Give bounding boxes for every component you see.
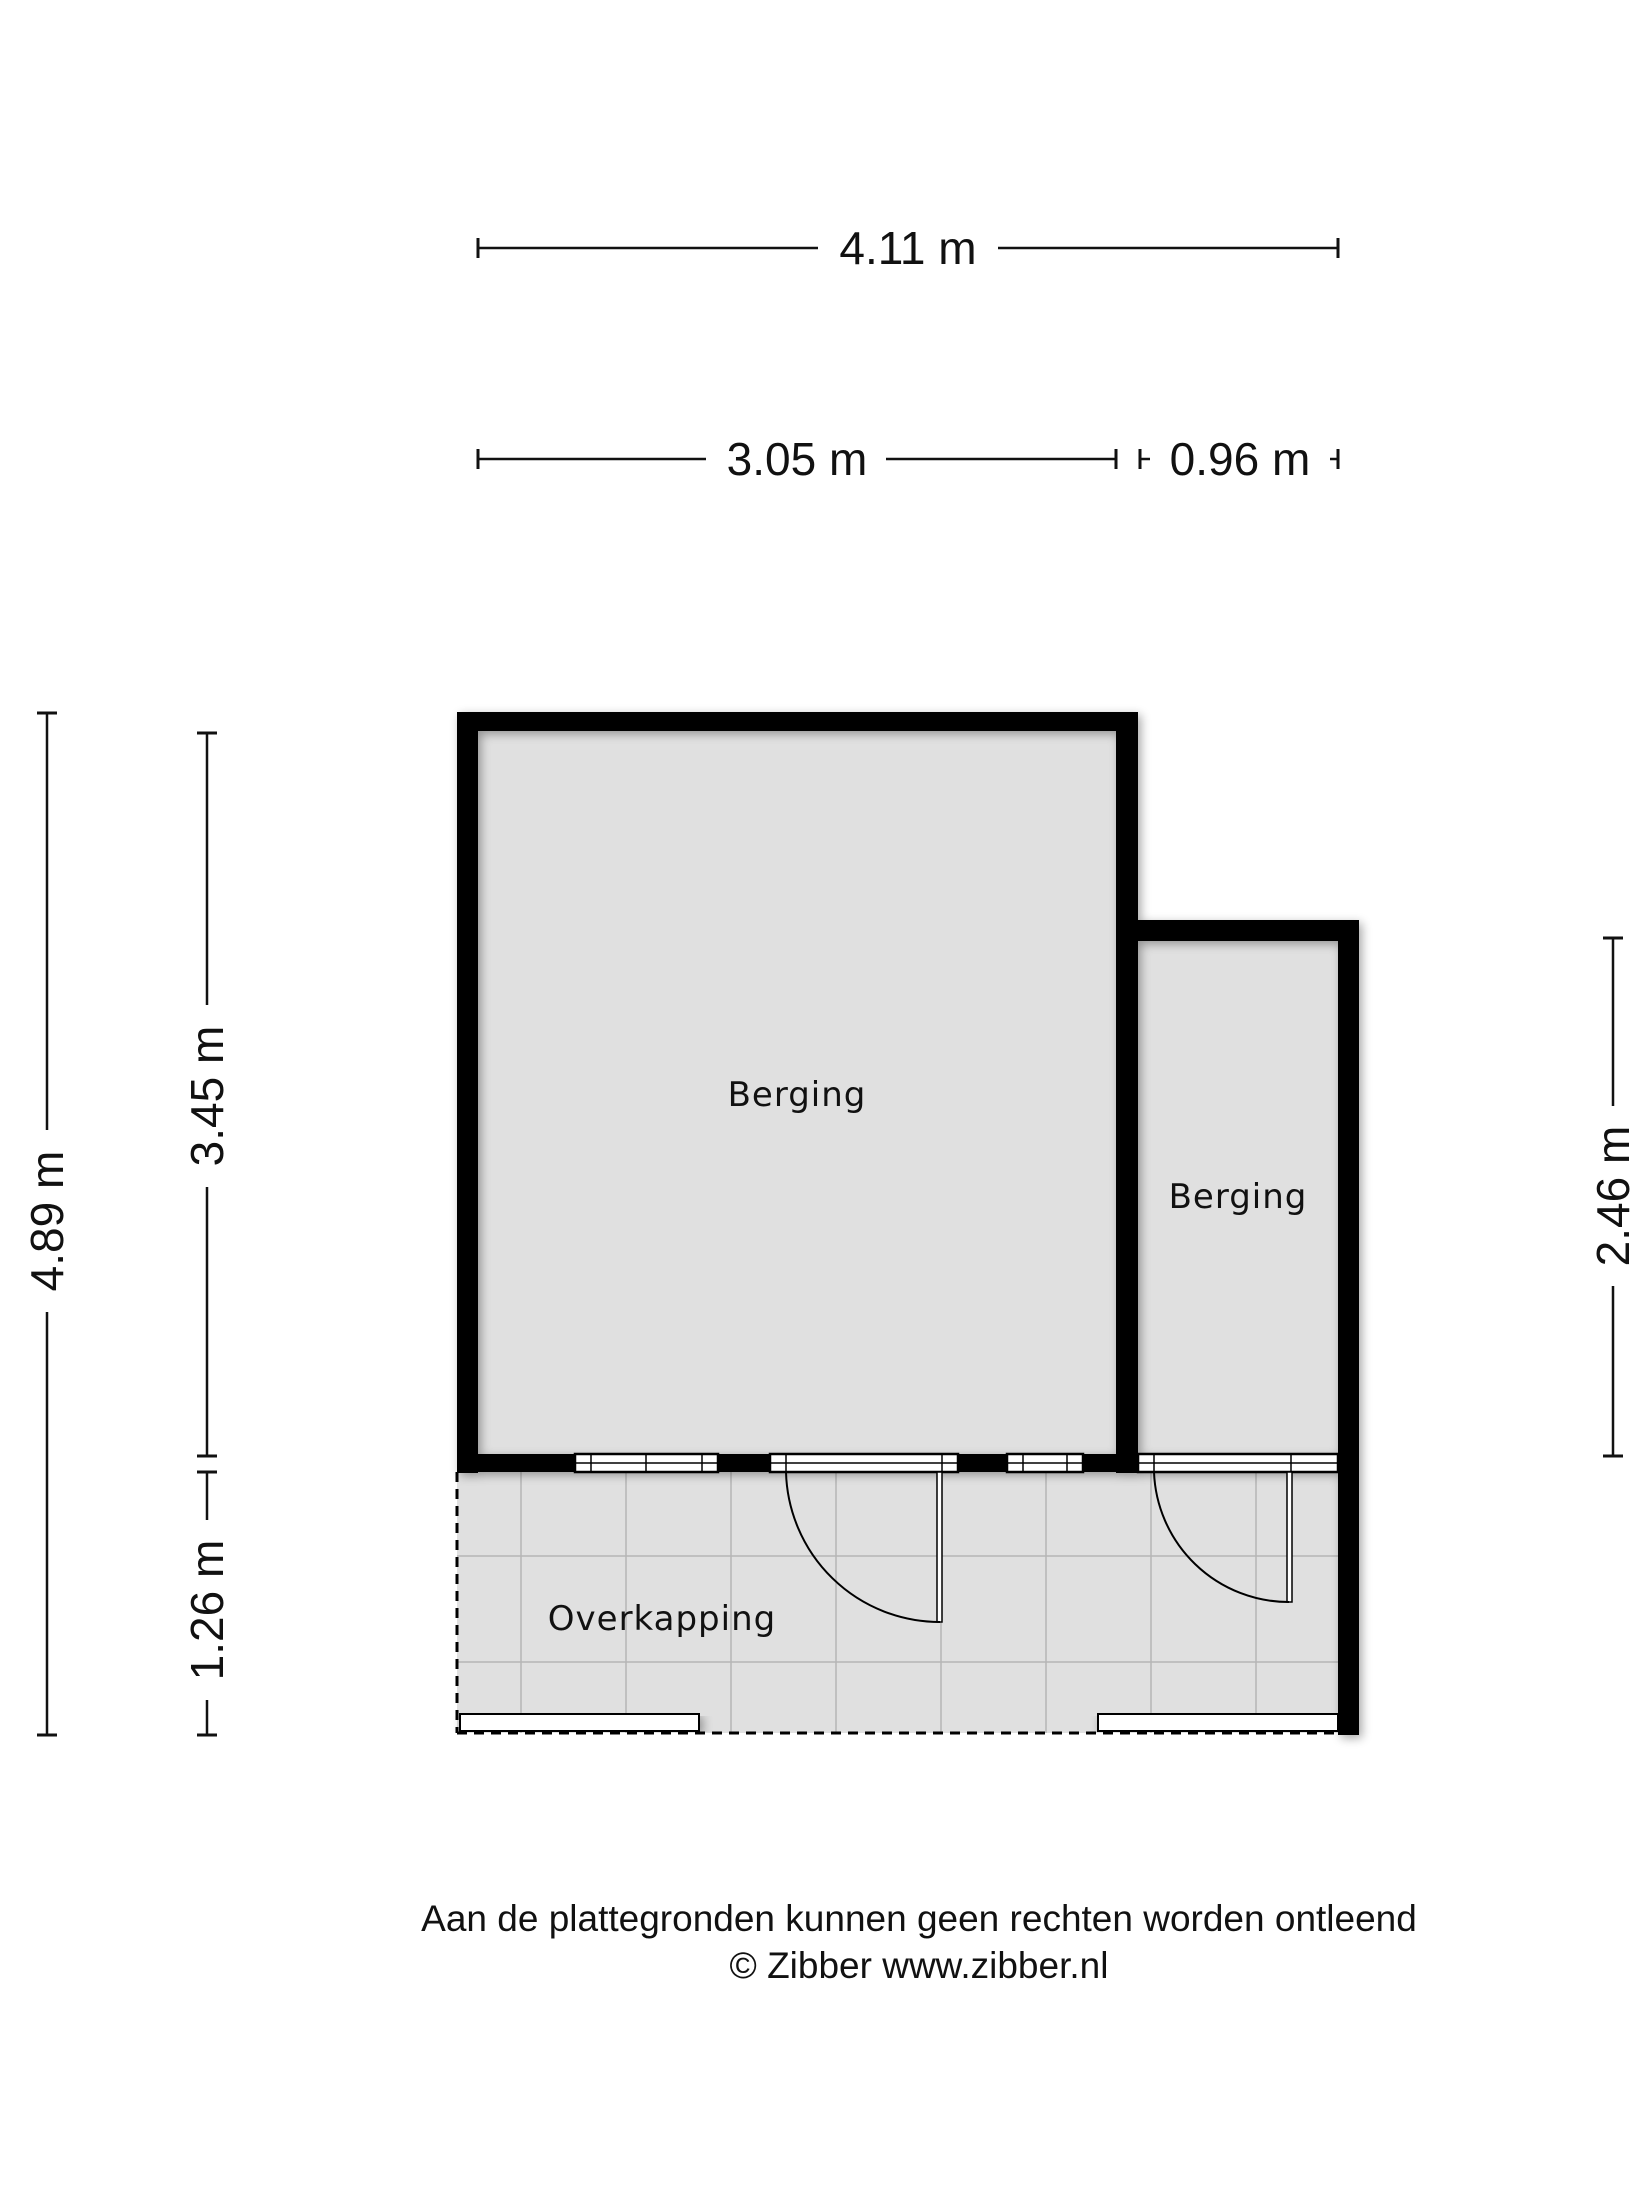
dimension-top-split: [478, 433, 1338, 485]
footer-disclaimer: Aan de plattegronden kunnen geen rechten worden ontleend: [421, 1898, 1417, 1939]
window-left: [575, 1454, 718, 1472]
window-middle: [1007, 1454, 1083, 1472]
dimension-left-split: [181, 733, 233, 1735]
footer-copyright: © Zibber www.zibber.nl: [729, 1945, 1109, 1986]
door-opening-small: [1138, 1454, 1338, 1472]
dimension-top-total-label: 4.11 m: [839, 222, 977, 274]
dimension-right-label: 2.46 m: [1587, 1125, 1639, 1267]
room-label-overkapping: Overkapping: [547, 1599, 777, 1639]
dimension-top-left-label: 3.05 m: [726, 433, 868, 485]
dimension-left-lower-label: 1.26 m: [181, 1539, 233, 1681]
dimension-left-total: [21, 713, 73, 1735]
room-label-berging-large: Berging: [727, 1075, 867, 1115]
dimension-top-right-label: 0.96 m: [1169, 433, 1311, 485]
door-opening-large: [770, 1454, 958, 1472]
dimension-left-total-label: 4.89 m: [21, 1150, 73, 1292]
dimension-left-upper-label: 3.45 m: [181, 1025, 233, 1167]
room-label-berging-small: Berging: [1168, 1177, 1308, 1217]
dimension-right: [1587, 938, 1639, 1456]
dimension-top-total: [478, 222, 1338, 274]
